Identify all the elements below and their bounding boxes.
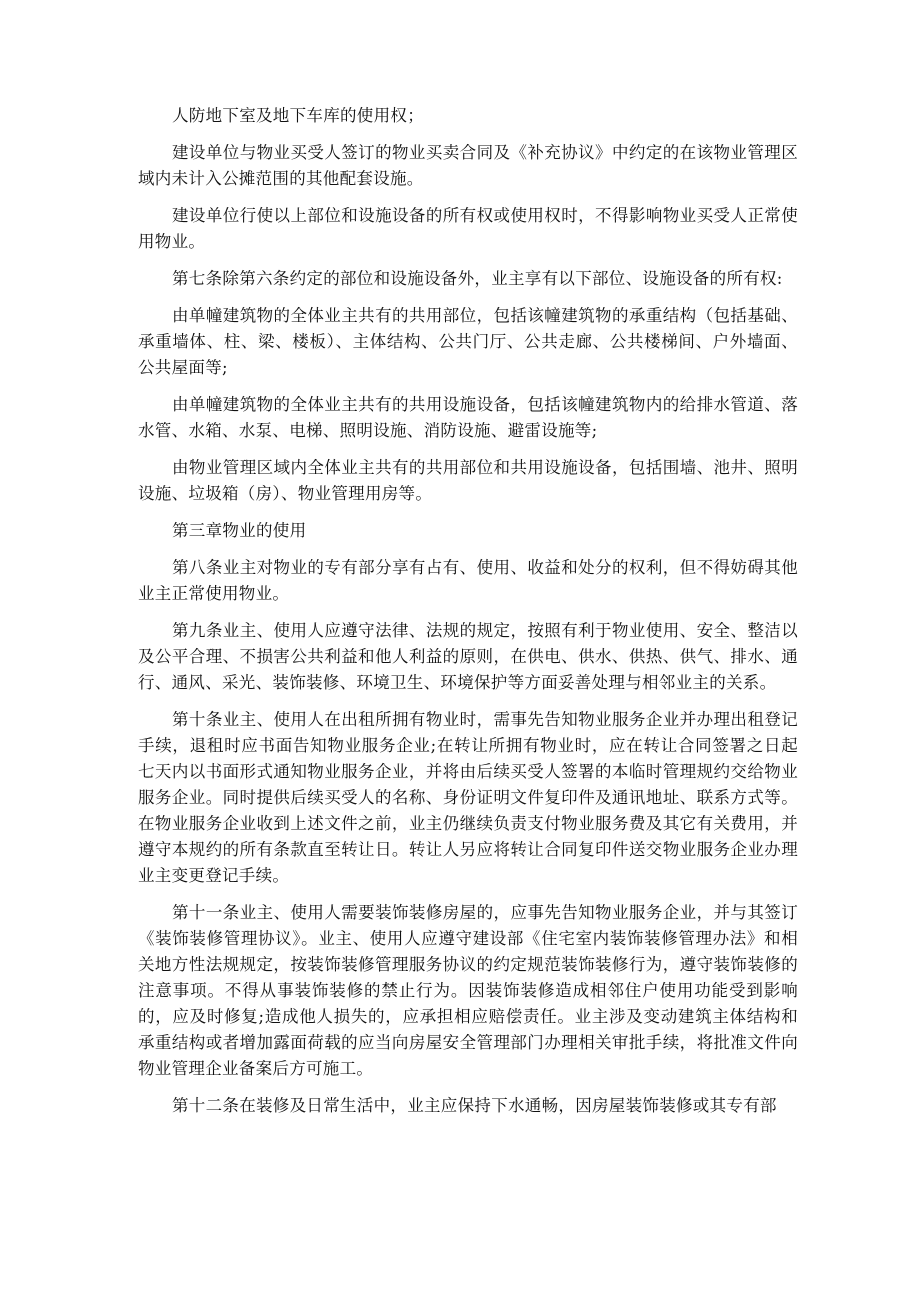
paragraph-developer-rights: 建设单位行使以上部位和设施设备的所有权或使用权时，不得影响物业买受人正常使用物业。 [138,206,798,251]
paragraph-area-shared-facilities: 由物业管理区域内全体业主共有的共用部位和共用设施设备，包括围墙、池井、照明设施、垃圾箱（房）、物业管理用房等。 [138,458,798,503]
paragraph-civil-defense-basement: 人防地下室及地下车库的使用权； [172,106,424,125]
chapter-heading-3: 第三章物业的使用 [172,521,307,540]
paragraph-supporting-facilities: 建设单位与物业买受人签订的物业买卖合同及《补充协议》中约定的在该物业管理区域内未计入公摊范围的其他配套设施。 [138,143,798,188]
paragraph-article-11: 第十一条业主、使用人需要装饰装修房屋的，应事先告知物业服务企业，并与其签订《装饰装修管理协议》。业主、使用人应遵守建设部《住宅室内装饰装修管理办法》和相关地方性法规规定，按装饰装修管理服务协议的约定规范装饰装修行为，遵守装饰装修的注意事项。不得从事装饰装修的禁止行为。因装饰装修造成相邻住户使用功能受到影响的，应及时修复;造成他人损失的，应承担相应赔偿责任。业主涉及变动建筑主体结构和承重结构或者增加露面荷载的应当向房屋安全管理部门办理相关审批手续，将批准文件向物业管理企业备案后方可施工。 [138,903,798,1078]
paragraph-article-9: 第九条业主、使用人应遵守法律、法规的规定，按照有利于物业使用、安全、整洁以及公平合理、不损害公共利益和他人利益的原则，在供电、供水、供热、供气、排水、通行、通风、采光、装饰装修、环境卫生、环境保护等方面妥善处理与相邻业主的关系。 [138,621,798,692]
paragraph-article-12: 第十二条在装修及日常生活中，业主应保持下水通畅，因房屋装饰装修或其专有部 [172,1096,777,1115]
paragraph-article-10: 第十条业主、使用人在出租所拥有物业时，需事先告知物业服务企业并办理出租登记手续，退租时应书面告知物业服务企业;在转让所拥有物业时，应在转让合同签署之日起七天内以书面形式通知物业服务企业，并将由后续买受人签署的本临时管理规约交给物业服务企业。同时提供后续买受人的名称、身份证明文件复印件及通讯地址、联系方式等。在物业服务企业收到上述文件之前，业主仍继续负责支付物业服务费及其它有关费用，并遵守本规约的所有条款直至转让日。转让人另应将转让合同复印件送交物业服务企业办理业主变更登记手续。 [138,710,798,885]
paragraph-article-8: 第八条业主对物业的专有部分享有占有、使用、收益和处分的权利，但不得妨碍其他业主正常使用物业。 [138,558,798,603]
paragraph-shared-parts: 由单幢建筑物的全体业主共有的共用部位，包括该幢建筑物的承重结构（包括基础、承重墙体、柱、梁、楼板）、主体结构、公共门厅、公共走廊、公共楼梯间、户外墙面、公共屋面等; [138,306,798,377]
paragraph-article-7: 第七条除第六条约定的部位和设施设备外，业主享有以下部位、设施设备的所有权: [172,269,783,288]
document-body [138,103,798,1130]
paragraph-shared-equipment: 由单幢建筑物的全体业主共有的共用设施设备，包括该幢建筑物内的给排水管道、落水管、水箱、水泵、电梯、照明设施、消防设施、避雷设施等; [138,395,798,440]
